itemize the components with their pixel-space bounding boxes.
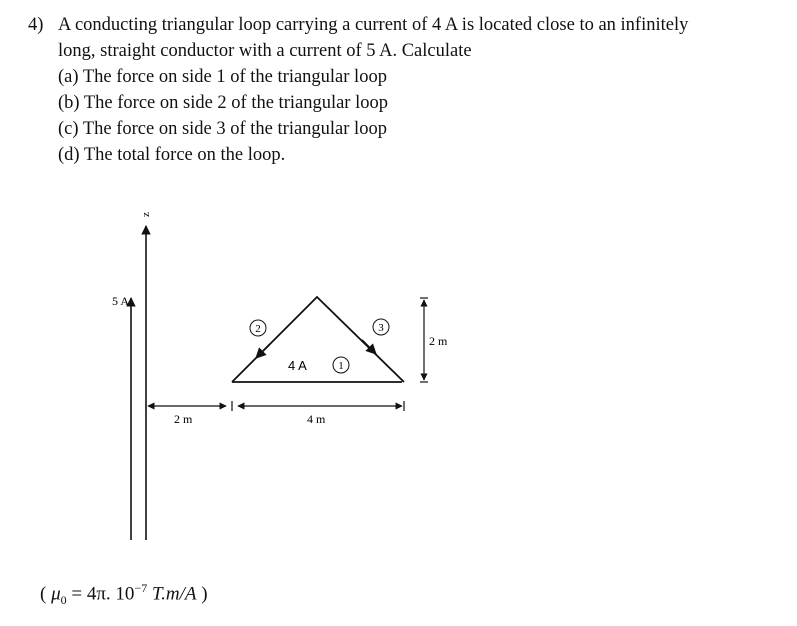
formula-units: T.m/A	[147, 583, 197, 605]
loop-current-label: 4 A	[288, 358, 307, 373]
side-2-label: 2	[255, 323, 261, 335]
side-3-label: 3	[378, 322, 384, 334]
formula-close-paren: )	[201, 583, 208, 605]
side-2-current-arrow	[256, 344, 270, 358]
part-b: (b) The force on side 2 of the triangular loop	[58, 93, 388, 113]
formula-mu-subscript: 0	[60, 593, 67, 608]
height-dim-label: 2 m	[429, 334, 448, 348]
question-text-line-1: A conducting triangular loop carrying a current of 4 A is located close to an infinitely	[58, 15, 689, 35]
base-dim-label: 4 m	[307, 412, 326, 426]
side-1-label: 1	[338, 360, 344, 372]
formula-open-paren: (	[40, 583, 47, 605]
part-c: (c) The force on side 3 of the triangular loop	[58, 119, 387, 139]
gap-dim-label: 2 m	[174, 412, 193, 426]
triangle-upper-sides	[232, 297, 404, 382]
formula-expression: = 4π. 10	[66, 583, 135, 605]
side-3-current-arrow	[362, 340, 376, 354]
wire-current-label: 5 A	[112, 294, 130, 308]
constant-formula	[40, 581, 208, 608]
formula-mu: μ	[51, 583, 61, 605]
question-text-line-2: long, straight conductor with a current of 5 A. Calculate	[58, 41, 472, 61]
z-axis-label: z	[140, 212, 152, 217]
part-d: (d) The total force on the loop.	[58, 145, 286, 165]
part-a: (a) The force on side 1 of the triangular loop	[58, 67, 387, 87]
question-number: 4)	[28, 15, 44, 35]
formula-exponent: −7	[134, 581, 148, 595]
